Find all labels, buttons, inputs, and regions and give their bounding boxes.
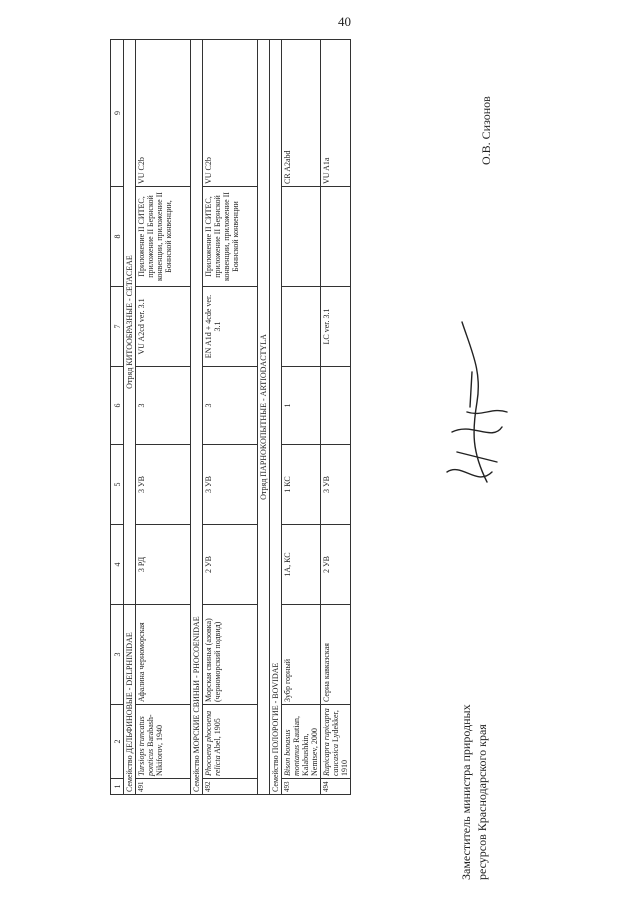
family-cell: Семейство ПОЛОРОГИЕ - BOVIDAE [270, 40, 282, 795]
species-number: 492 [203, 779, 258, 795]
status-cell: 3 УВ [321, 445, 351, 525]
conventions-cell: Приложение II СИТЕС, приложение II Бернской конвенции, приложение II Боннской конвенции, [136, 187, 191, 287]
signer-title-line: ресурсов Краснодарского края [475, 724, 489, 880]
family-row [191, 40, 203, 795]
col-header: 5 [111, 445, 124, 525]
status-cell: 3 УВ [203, 445, 258, 525]
category-cell: VU C2b [136, 40, 191, 187]
species-row [282, 40, 321, 795]
species-russian: Морская свинья (азовка) (черноморский подвид) [203, 605, 258, 705]
species-number: 493 [282, 779, 321, 795]
iucn-cell: LC ver. 3.1 [321, 287, 351, 367]
col-header: 9 [111, 40, 124, 187]
family-cell: Семейство ДЕЛЬФИНОВЫЕ - DELPHINIDAE [124, 605, 136, 795]
status-cell: 2 УВ [321, 525, 351, 605]
conventions-cell [321, 187, 351, 287]
species-russian: Серна кавказская [321, 605, 351, 705]
column-number-row [111, 40, 124, 795]
rotated-sheet [110, 40, 349, 795]
order-cell: Отряд ПАРНОКОПЫТНЫЕ - ARTIODACTYLA [258, 40, 270, 795]
species-latin-cell: Bison bonasus montanus Rautian, Kalabushkin, Nemtsev, 2000 [282, 705, 321, 779]
col-header: 8 [111, 187, 124, 287]
page-number: 40 [338, 14, 351, 29]
signer-name: О.В. Сизонов [479, 96, 493, 165]
red-book-table [110, 39, 351, 795]
species-row [203, 40, 258, 795]
status-cell: 1 [282, 367, 321, 445]
signer-title-line: Заместитель министра природных [459, 704, 473, 880]
family-row [270, 40, 282, 795]
status-cell: 1А, КС [282, 525, 321, 605]
col-header: 7 [111, 287, 124, 367]
col-header: 3 [111, 605, 124, 705]
species-russian: Зубр горный [282, 605, 321, 705]
col-header: 6 [111, 367, 124, 445]
species-row [136, 40, 191, 795]
col-header: 1 [111, 779, 124, 795]
col-header: 2 [111, 705, 124, 779]
conventions-cell: Приложение II СИТЕС, приложение II Бернской конвенции, приложение II Боннской конвенции [203, 187, 258, 287]
species-row [321, 40, 351, 795]
family-row [124, 40, 136, 795]
iucn-cell [282, 287, 321, 367]
category-cell: VU A1a [321, 40, 351, 187]
species-latin-cell: Phocoena phocoena relicta Abel, 1905 [203, 705, 258, 779]
col-header: 4 [111, 525, 124, 605]
species-latin-cell: Rupicapra rupicapra caucasica Lydekker, 1910 [321, 705, 351, 779]
species-russian: Афалина черноморская [136, 605, 191, 705]
species-latin-cell: Tursiops truncatus ponticus Barabash-Nikiforov, 1940 [136, 705, 191, 779]
family-cell: Семейство МОРСКИЕ СВИНЬИ - PHOCOENIDAE [191, 40, 203, 795]
iucn-cell: EN A1d + 4cde ver. 3.1 [203, 287, 258, 367]
status-cell [321, 367, 351, 445]
status-cell: 3 УВ [136, 445, 191, 525]
category-cell: VU C2b [203, 40, 258, 187]
signer-title [458, 655, 490, 880]
order-cell: Отряд КИТООБРАЗНЫЕ - CETACEAE [124, 40, 136, 605]
status-cell: 3 [203, 367, 258, 445]
category-cell: CR A2abd [282, 40, 321, 187]
handwritten-signature [432, 312, 522, 512]
status-cell: 1 КС [282, 445, 321, 525]
order-row [258, 40, 270, 795]
status-cell: 3 [136, 367, 191, 445]
species-number: 494 [321, 779, 351, 795]
conventions-cell [282, 187, 321, 287]
iucn-cell: VU A2cd ver. 3.1 [136, 287, 191, 367]
status-cell: 2 УВ [203, 525, 258, 605]
status-cell: 3 РД [136, 525, 191, 605]
rotated-table-wrapper [110, 40, 349, 795]
species-number: 491 [136, 779, 191, 795]
